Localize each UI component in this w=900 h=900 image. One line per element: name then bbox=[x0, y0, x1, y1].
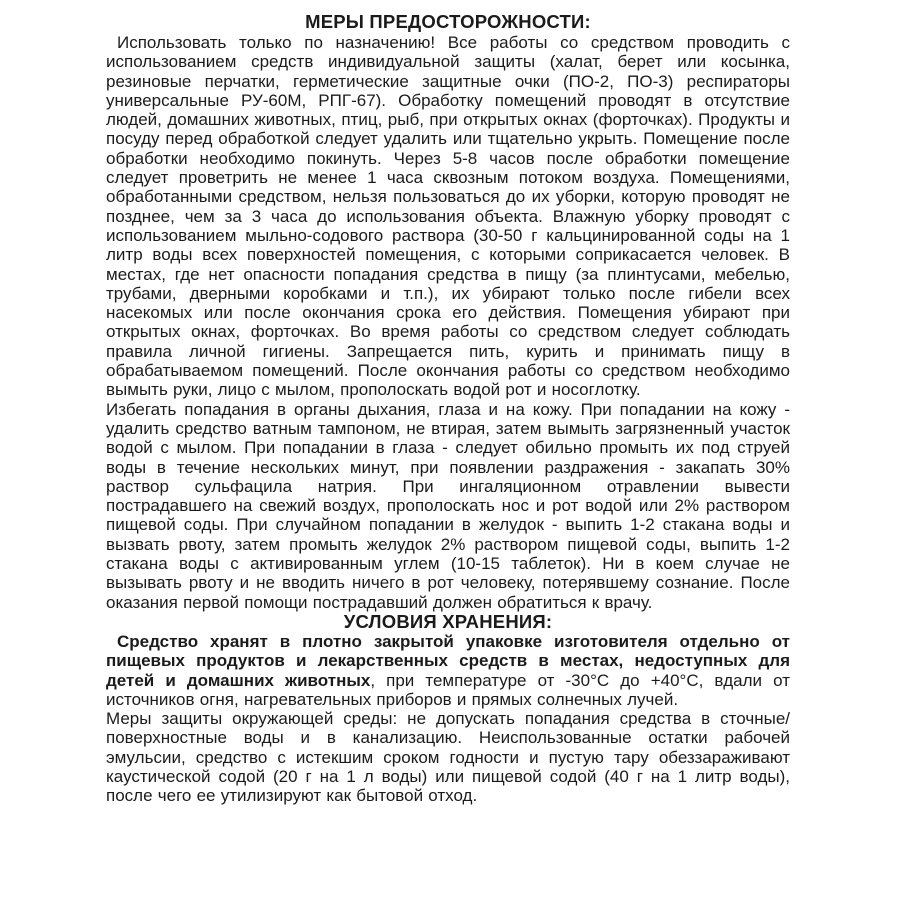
precautions-first-aid-paragraph: Избегать попадания в органы дыхания, глаза и на кожу. При попадании на кожу - удалить средство ватным тампоном, не втирая, затем вымыть загрязненный участок водой с мылом. При попадании в глаза - следует обильно промыть их под струей воды в течение нескольких минут, при появлении раздражения - закапать 30% раствор сульфацила натрия. При ингаляционном отравлении вывести пострадавшего на свежий воздух, прополоскать нос и рот водой или 2% раствором пищевой соды. При случайном попадании в желудок - выпить 1-2 стакана воды и вызвать рвоту, затем промыть желудок 2% раствором пищевой соды, выпить 1-2 стакана воды с активированным углем (10-15 таблеток). Ни в коем случае не вызывать рвоту и не вводить ничего в рот человеку, потерявшему сознание. После оказания первой помощи пострадавший должен обратиться к врачу. bbox=[106, 399, 790, 612]
storage-heading: УСЛОВИЯ ХРАНЕНИЯ: bbox=[343, 610, 553, 632]
label-document-page bbox=[106, 11, 790, 806]
precautions-heading: МЕРЫ ПРЕДОСТОРОЖНОСТИ: bbox=[305, 11, 591, 32]
environment-protection-paragraph: Меры защиты окружающей среды: не допускать попадания средства в сточные/поверхностные воды и в канализацию. Неиспользованные остатки рабочей эмульсии, средство с истекшим сроком годности и пустую тару обеззараживают каустической содой (20 г на 1 л воды) или пищевой содой (40 г на 1 литр воды), после чего ее утилизируют как бытовой отход. bbox=[106, 709, 790, 806]
storage-conditions-bold-text: Средство хранят в плотно закрытой упаковке изготовителя отдельно от пищевых продуктов и лекарственных средств в местах, недоступных для детей и домашних животных bbox=[106, 631, 790, 690]
precautions-usage-paragraph: Использовать только по назначению! Все работы со средством проводить с использованием средств индивидуальной защиты (халат, берет или косынка, резиновые перчатки, герметические защитные очки (ПО-2, ПО-3) респираторы универсальные РУ-60М, РПГ-67). Обработку помещений проводят в отсутствие людей, домашних животных, птиц, рыб, при открытых окнах (форточках). Продукты и посуду перед обработкой следует удалить или тщательно укрыть. Помещение после обработки необходимо покинуть. Через 5-8 часов после обработки помещение следует проветрить не менее 1 часа сквозным потоком воздуха. Помещениями, обработанными средством, нельзя пользоваться до их уборки, которую проводят не позднее, чем за 3 часа до использования объекта. Влажную уборку проводят с использованием мыльно-содового раствора (30-50 г кальцинированной соды на 1 литр воды всех поверхностей помещения, с которыми соприкасается человек. В местах, где нет опасности попадания средства в пищу (за плинтусами, мебелью, трубами, дверными коробками и т.п.), их убирают только после гибели всех насекомых или после окончания срока его действия. Помещения убирают при открытых окнах, форточках. Во время работы со средством следует соблюдать правила личной гигиены. Запрещается пить, курить и принимать пищу в обрабатываемом помещений. После окончания работы со средством необходимо вымыть руки, лицо с мылом, прополоскать водой рот и носоглотку. bbox=[106, 33, 790, 400]
storage-conditions-paragraph bbox=[106, 632, 790, 709]
storage-conditions-regular-text: , при температуре от -30°С до +40°С, вдали от источников огня, нагревательных приборов и прямых солнечных лучей. bbox=[106, 670, 790, 709]
